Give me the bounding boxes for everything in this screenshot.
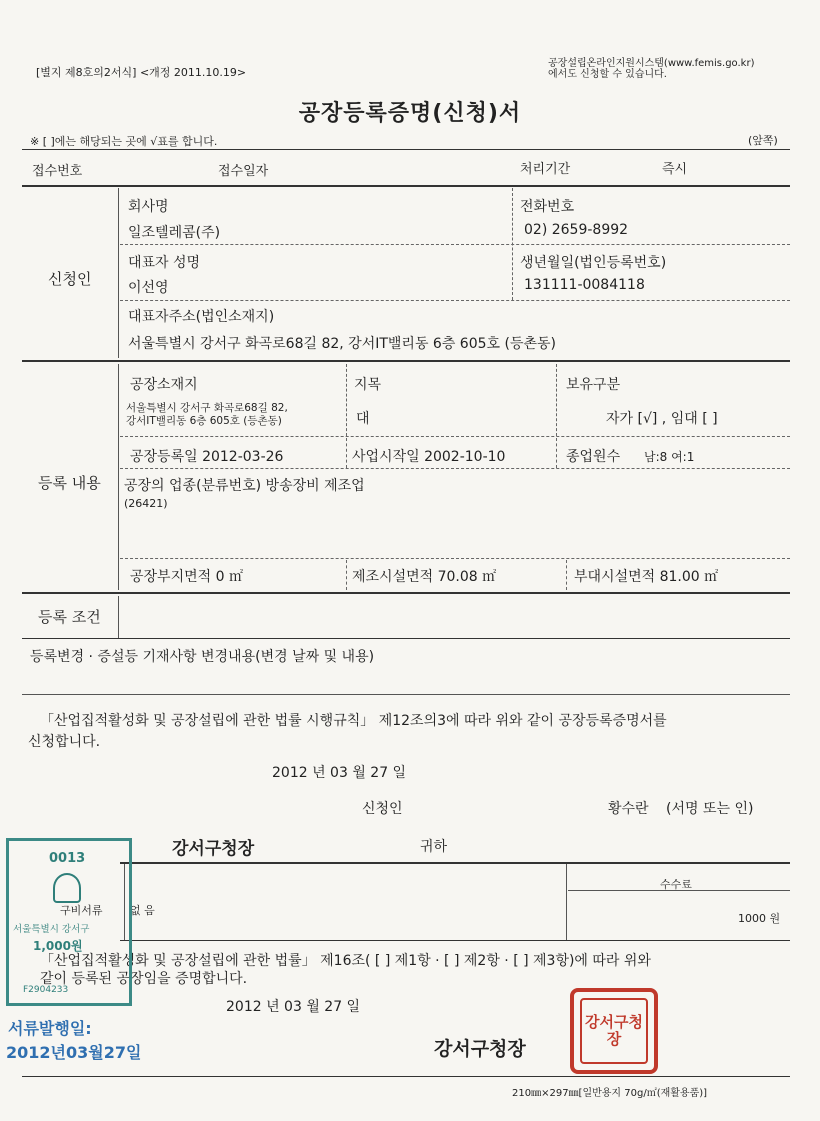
certification-date: 2012 년 03 월 27 일 [226,999,361,1015]
required-docs-value: 없 음 [130,904,155,917]
processing-period-label: 처리기간 [520,162,571,177]
certification-line1: 「산업집적활성화 및 공장설립에 관한 법률」 제16조( [ ] 제1항 · [ ] 제2항 · [ ] 제3항)에 따라 위와 [40,953,651,969]
receipt-number-label: 접수번호 [32,164,83,179]
stamp-serial: 0013 [49,851,86,866]
representative-label: 대표자 성명 [128,255,201,271]
site-area: 공장부지면적 0 ㎡ [130,569,243,585]
official-seal [570,988,658,1074]
revenue-stamp [6,838,132,1006]
certification-line2: 같이 등록된 공장임을 증명합니다. [40,971,248,987]
birth-reg-value: 131111-0084118 [524,277,645,293]
address-value: 서울특별시 강서구 화곡로68길 82, 강서IT밸리동 6층 605호 (등촌동) [128,336,556,352]
page-side: (앞쪽) [748,134,778,147]
declaration-date: 2012 년 03 월 27 일 [272,765,407,781]
land-category-label: 지목 [354,377,382,393]
fee-label: 수수료 [660,878,692,891]
company-name-label: 회사명 [128,199,169,215]
applicant-name: 황수란 [608,801,649,817]
changes-label: 등록변경 · 증설등 기재사항 변경내용(변경 날짜 및 내용) [30,649,375,665]
online-note-line2: 에서도 신청할 수 있습니다. [548,69,667,80]
land-category-value: 대 [356,411,370,427]
registration-section-label: 등록 내용 [38,474,101,492]
applicant-section-label: 신청인 [48,270,92,288]
stamp-office: 서울특별시 강서구 [13,924,90,935]
online-note [548,58,754,80]
paper-spec: 210㎜×297㎜[일반용지 70g/㎡(재활용품)] [512,1088,708,1099]
applicant-signature-label: 신청인 [362,801,403,817]
registration-date: 공장등록일 2012-03-26 [130,449,284,465]
employees-label: 종업원수 [566,449,621,465]
representative-value: 이선영 [128,280,169,296]
factory-location-line2: 강서IT밸리동 6층 605호 (등촌동) [126,415,282,427]
form-number: [별지 제8호의2서식] <개정 2011.10.19> [36,66,247,79]
seal-text: 강서구청장 [580,998,648,1064]
processing-period-value: 즉시 [662,162,688,177]
factory-location-label: 공장소재지 [130,377,198,393]
address-label: 대표자주소(법인소재지) [128,309,275,325]
recipient: 강서구청장 [172,839,255,859]
birth-reg-label: 생년월일(법인등록번호) [520,255,667,271]
employees-value: 남:8 여:1 [644,450,695,464]
issuer-name: 강서구청장 [434,1038,526,1060]
industry-code: (26421) [124,497,168,510]
sign-note: (서명 또는 인) [666,801,754,817]
phone-label: 전화번호 [520,199,575,215]
issue-date-label: 서류발행일: [8,1019,92,1038]
factory-location-value [126,402,288,428]
required-docs-label: 구비서류 [60,904,103,917]
receipt-date-label: 접수일자 [218,164,269,179]
declaration-line2: 신청합니다. [28,734,101,750]
stamp-amount: 1,000원 [33,939,83,953]
ownership-value: 자가 [√] , 임대 [ ] [606,411,718,427]
online-note-line1: 공장설립온라인지원시스템(www.femis.go.kr) [548,58,755,69]
issue-date-value: 2012년03월27일 [6,1043,142,1062]
industry: 공장의 업종(분류번호) 방송장비 제조업 [124,478,365,494]
auxiliary-area: 부대시설면적 81.00 ㎡ [574,569,719,585]
conditions-label: 등록 조건 [38,608,101,626]
stamp-code: F2904233 [23,985,69,995]
factory-location-line1: 서울특별시 강서구 화곡로68길 82, [126,402,288,414]
company-name-value: 일조텔레콤(주) [128,225,221,241]
honorific: 귀하 [420,839,448,855]
phone-value: 02) 2659-8992 [524,222,629,238]
ownership-label: 보유구분 [566,377,621,393]
stamp-emblem-icon [53,873,81,903]
declaration-line1: 「산업집적활성화 및 공장설립에 관한 법률 시행규칙」 제12조의3에 따라 위와 같이 공장등록증명서를 [40,713,667,729]
manufacturing-area: 제조시설면적 70.08 ㎡ [352,569,497,585]
instruction-note: ※ [ ]에는 해당되는 곳에 √표를 합니다. [30,135,218,148]
document-title: 공장등록증명(신청)서 [298,101,522,126]
fee-value: 1000 원 [738,912,781,925]
business-start-date: 사업시작일 2002-10-10 [352,449,506,465]
